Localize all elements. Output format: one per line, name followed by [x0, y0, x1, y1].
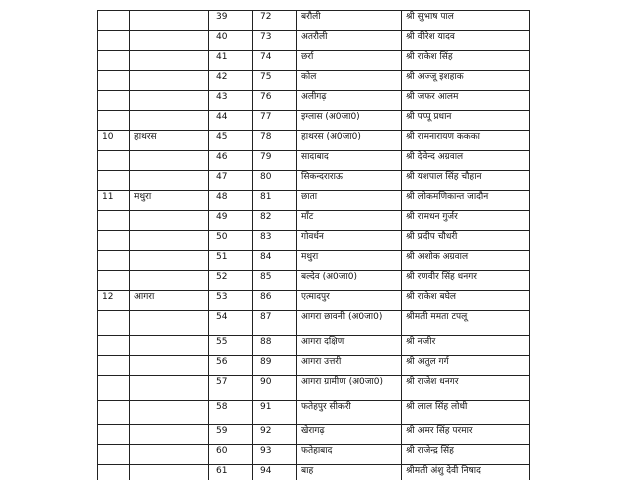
ac-no-cell: 86	[253, 291, 297, 311]
serial-cell	[98, 311, 130, 336]
table-row	[98, 311, 530, 336]
candidate-cell: श्री अज्जू इशहाक	[402, 71, 530, 91]
table-row	[98, 336, 530, 356]
ac-no-cell: 77	[253, 111, 297, 131]
table-row	[98, 191, 530, 211]
ac-seq-cell: 59	[209, 425, 253, 445]
ac-seq-cell: 43	[209, 91, 253, 111]
district-cell	[130, 271, 209, 291]
table-row	[98, 151, 530, 171]
candidate-cell: श्री यशपाल सिंह चौहान	[402, 171, 530, 191]
constituency-cell: फतेहाबाद	[297, 445, 402, 465]
candidate-cell: श्री राकेश सिंह	[402, 51, 530, 71]
constituency-cell: बरौली	[297, 11, 402, 31]
table-row	[98, 291, 530, 311]
serial-cell	[98, 31, 130, 51]
ac-seq-cell: 44	[209, 111, 253, 131]
ac-no-cell: 90	[253, 376, 297, 401]
ac-no-cell: 85	[253, 271, 297, 291]
constituency-cell: फतेहपुर सीकरी	[297, 401, 402, 425]
candidate-cell: श्री लाल सिंह लोधी	[402, 401, 530, 425]
serial-cell	[98, 271, 130, 291]
ac-no-cell: 79	[253, 151, 297, 171]
table-row	[98, 465, 530, 480]
ac-seq-cell: 50	[209, 231, 253, 251]
table-body	[98, 11, 530, 480]
ac-no-cell: 76	[253, 91, 297, 111]
constituency-cell: कोल	[297, 71, 402, 91]
constituency-cell: आगरा दक्षिण	[297, 336, 402, 356]
candidate-cell: श्री अतुल गर्ग	[402, 356, 530, 376]
district-cell	[130, 171, 209, 191]
serial-cell	[98, 71, 130, 91]
serial-cell	[98, 91, 130, 111]
ac-seq-cell: 39	[209, 11, 253, 31]
serial-cell: 11	[98, 191, 130, 211]
constituency-cell: बल्देव (अ0जा0)	[297, 271, 402, 291]
serial-cell	[98, 376, 130, 401]
ac-no-cell: 84	[253, 251, 297, 271]
serial-cell	[98, 425, 130, 445]
ac-no-cell: 73	[253, 31, 297, 51]
district-cell	[130, 71, 209, 91]
constituency-cell: गोवर्धन	[297, 231, 402, 251]
constituency-cell: छाता	[297, 191, 402, 211]
table-row	[98, 91, 530, 111]
ac-seq-cell: 47	[209, 171, 253, 191]
candidate-cell: श्री नजीर	[402, 336, 530, 356]
serial-cell: 10	[98, 131, 130, 151]
candidate-cell: श्री रणवीर सिंह धनगर	[402, 271, 530, 291]
constituency-cell: आगरा उत्तरी	[297, 356, 402, 376]
serial-cell	[98, 211, 130, 231]
constituency-cell: माँट	[297, 211, 402, 231]
district-cell	[130, 401, 209, 425]
district-cell	[130, 356, 209, 376]
serial-cell	[98, 11, 130, 31]
candidate-cell: श्री जफर आलम	[402, 91, 530, 111]
ac-no-cell: 78	[253, 131, 297, 151]
table-row	[98, 211, 530, 231]
constituency-cell: आगरा ग्रामीण (अ0जा0)	[297, 376, 402, 401]
candidate-cell: श्री राजेन्द्र सिंह	[402, 445, 530, 465]
table-row	[98, 51, 530, 71]
ac-no-cell: 75	[253, 71, 297, 91]
serial-cell	[98, 151, 130, 171]
candidate-list-table	[97, 10, 530, 480]
ac-seq-cell: 58	[209, 401, 253, 425]
table-row	[98, 251, 530, 271]
candidate-cell: श्री राजेश धनगर	[402, 376, 530, 401]
table-row	[98, 71, 530, 91]
table-row	[98, 231, 530, 251]
candidate-cell: श्रीमती ममता टपलू	[402, 311, 530, 336]
ac-seq-cell: 57	[209, 376, 253, 401]
district-cell	[130, 91, 209, 111]
ac-seq-cell: 51	[209, 251, 253, 271]
ac-seq-cell: 61	[209, 465, 253, 480]
constituency-cell: हाथरस (अ0जा0)	[297, 131, 402, 151]
ac-seq-cell: 48	[209, 191, 253, 211]
constituency-cell: सिकन्दराराऊ	[297, 171, 402, 191]
district-cell	[130, 231, 209, 251]
serial-cell	[98, 336, 130, 356]
table-row	[98, 425, 530, 445]
ac-seq-cell: 49	[209, 211, 253, 231]
ac-seq-cell: 40	[209, 31, 253, 51]
district-cell: आगरा	[130, 291, 209, 311]
candidate-cell: श्री वीरेश यादव	[402, 31, 530, 51]
candidate-cell: श्री अमर सिंह परमार	[402, 425, 530, 445]
constituency-cell: बाह	[297, 465, 402, 480]
ac-no-cell: 92	[253, 425, 297, 445]
candidate-cell: श्री रामनारायण ककका	[402, 131, 530, 151]
district-cell	[130, 311, 209, 336]
ac-no-cell: 81	[253, 191, 297, 211]
constituency-cell: अलीगढ़	[297, 91, 402, 111]
district-cell	[130, 11, 209, 31]
ac-no-cell: 74	[253, 51, 297, 71]
serial-cell	[98, 251, 130, 271]
ac-no-cell: 88	[253, 336, 297, 356]
constituency-cell: आगरा छावनी (अ0जा0)	[297, 311, 402, 336]
district-cell	[130, 31, 209, 51]
constituency-cell: मथुरा	[297, 251, 402, 271]
table-row	[98, 171, 530, 191]
ac-no-cell: 89	[253, 356, 297, 376]
constituency-cell: अतरौली	[297, 31, 402, 51]
ac-seq-cell: 45	[209, 131, 253, 151]
table-row	[98, 401, 530, 425]
ac-no-cell: 87	[253, 311, 297, 336]
district-cell	[130, 51, 209, 71]
ac-seq-cell: 54	[209, 311, 253, 336]
serial-cell	[98, 231, 130, 251]
table-row	[98, 271, 530, 291]
district-cell: मथुरा	[130, 191, 209, 211]
serial-cell	[98, 51, 130, 71]
candidate-cell: श्री सुभाष पाल	[402, 11, 530, 31]
candidate-cell: श्री लोकमणिकान्त जादौन	[402, 191, 530, 211]
serial-cell	[98, 401, 130, 425]
constituency-cell: एत्मादपुर	[297, 291, 402, 311]
candidate-cell: श्री प्रदीप चौधरी	[402, 231, 530, 251]
constituency-cell: छर्रा	[297, 51, 402, 71]
ac-seq-cell: 52	[209, 271, 253, 291]
ac-no-cell: 91	[253, 401, 297, 425]
ac-seq-cell: 53	[209, 291, 253, 311]
candidate-cell: श्रीमती अंशु देवी निषाद	[402, 465, 530, 480]
district-cell: हाथरस	[130, 131, 209, 151]
district-cell	[130, 211, 209, 231]
ac-seq-cell: 56	[209, 356, 253, 376]
table-row	[98, 111, 530, 131]
ac-no-cell: 72	[253, 11, 297, 31]
district-cell	[130, 465, 209, 480]
serial-cell	[98, 465, 130, 480]
serial-cell	[98, 171, 130, 191]
constituency-cell: सादाबाद	[297, 151, 402, 171]
ac-seq-cell: 60	[209, 445, 253, 465]
serial-cell	[98, 111, 130, 131]
candidate-cell: श्री अशोक अग्रवाल	[402, 251, 530, 271]
table-row	[98, 445, 530, 465]
table-row	[98, 131, 530, 151]
ac-seq-cell: 46	[209, 151, 253, 171]
table-row	[98, 11, 530, 31]
ac-no-cell: 80	[253, 171, 297, 191]
table-row	[98, 31, 530, 51]
table-row	[98, 376, 530, 401]
district-cell	[130, 151, 209, 171]
candidate-cell: श्री पप्पू प्रधान	[402, 111, 530, 131]
table-row	[98, 356, 530, 376]
ac-no-cell: 94	[253, 465, 297, 480]
serial-cell	[98, 356, 130, 376]
district-cell	[130, 445, 209, 465]
constituency-cell: खेरागढ़	[297, 425, 402, 445]
district-cell	[130, 376, 209, 401]
district-cell	[130, 111, 209, 131]
constituency-cell: इग्लास (अ0जा0)	[297, 111, 402, 131]
ac-seq-cell: 41	[209, 51, 253, 71]
ac-seq-cell: 42	[209, 71, 253, 91]
ac-seq-cell: 55	[209, 336, 253, 356]
ac-no-cell: 82	[253, 211, 297, 231]
ac-no-cell: 93	[253, 445, 297, 465]
candidate-cell: श्री राकेश बघेल	[402, 291, 530, 311]
ac-no-cell: 83	[253, 231, 297, 251]
candidate-cell: श्री देवेन्द अग्रवाल	[402, 151, 530, 171]
serial-cell: 12	[98, 291, 130, 311]
candidate-cell: श्री रामधन गुर्जर	[402, 211, 530, 231]
district-cell	[130, 251, 209, 271]
district-cell	[130, 425, 209, 445]
district-cell	[130, 336, 209, 356]
serial-cell	[98, 445, 130, 465]
